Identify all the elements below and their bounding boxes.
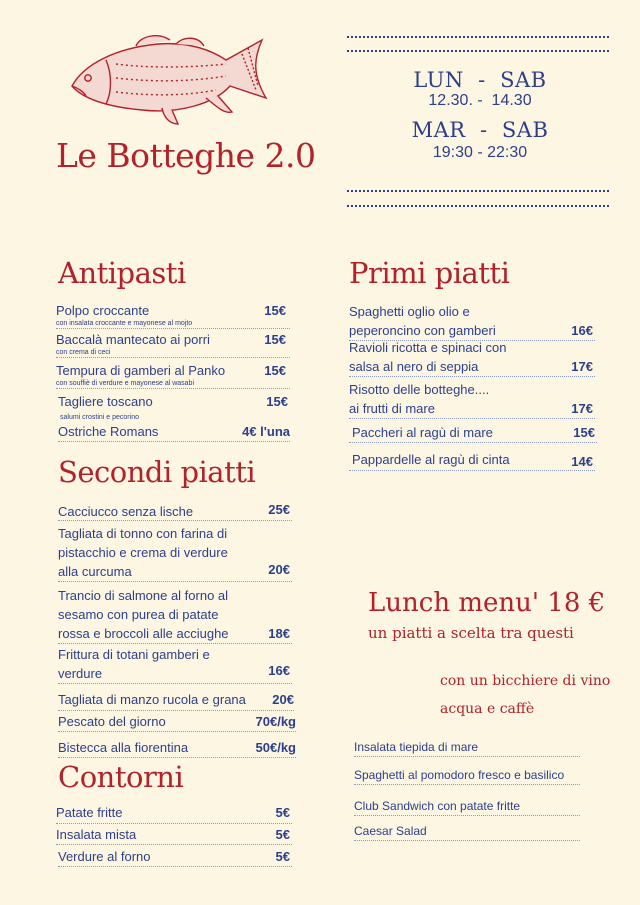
- section-title-contorni: Contorni: [58, 760, 184, 794]
- item-price: 20€: [272, 692, 294, 707]
- lunch-item: Insalata tiepida di mare: [354, 739, 580, 757]
- menu-item: [56, 360, 290, 389]
- item-name: Pescato del giorno: [58, 714, 166, 729]
- menu-item: [58, 737, 296, 758]
- item-name: Tempura di gamberi al Panko: [56, 363, 226, 378]
- menu-item: [58, 421, 290, 442]
- item-price: 15€: [573, 425, 595, 440]
- item-name: Insalata mista: [56, 827, 137, 842]
- item-name: Polpo croccante: [56, 303, 150, 318]
- item-note: con insalata croccante e mayonese al mojto: [56, 320, 193, 327]
- item-price: 70€/kg: [255, 714, 296, 729]
- item-name-line: rossa e broccoli alle acciughe: [58, 626, 229, 641]
- menu-item: [58, 500, 292, 521]
- restaurant-name: Le Botteghe 2.0: [56, 136, 316, 175]
- menu-item: [56, 803, 292, 824]
- item-name-line: salsa al nero di seppia: [349, 359, 479, 374]
- item-price: 5€: [275, 849, 290, 864]
- menu-item: [58, 711, 296, 732]
- item-price: 16€: [268, 663, 290, 678]
- item-name: Pappardelle al ragù di cinta: [352, 452, 510, 467]
- item-name: Patate fritte: [56, 805, 123, 820]
- lunch-extra: acqua e caffè: [440, 701, 535, 717]
- item-price: 16€: [571, 323, 593, 338]
- menu-item: [58, 690, 294, 711]
- item-price: 14€: [571, 454, 593, 469]
- item-price: 5€: [275, 827, 290, 842]
- item-name-line: ai frutti di mare: [349, 401, 435, 416]
- item-price: 15€: [264, 303, 286, 318]
- menu-item: [349, 302, 595, 341]
- item-name-line: verdure: [58, 666, 103, 681]
- menu-item: [58, 645, 292, 684]
- divider: [347, 190, 609, 192]
- hours-block: [380, 68, 580, 162]
- item-name: Paccheri al ragù di mare: [352, 425, 493, 440]
- divider: [347, 36, 609, 38]
- item-price: 50€/kg: [255, 740, 296, 755]
- menu-item: [349, 380, 595, 419]
- item-name-line: Spaghetti oglio olio e: [349, 304, 470, 319]
- menu-item: [58, 586, 292, 644]
- item-name: Ostriche Romans: [58, 424, 159, 439]
- item-name: Tagliata di manzo rucola e grana: [58, 692, 246, 707]
- lunch-item: Spaghetti al pomodoro fresco e basilico: [354, 767, 580, 785]
- lunch-title: Lunch menu' 18 €: [368, 588, 606, 618]
- menu-item: [56, 329, 290, 358]
- item-name: Cacciucco senza lische: [58, 504, 194, 519]
- item-name: Tagliere toscano: [58, 394, 153, 409]
- item-name-line: peperoncino con gamberi: [349, 323, 496, 338]
- menu-item: [349, 450, 595, 471]
- item-note: salumi crostini e pecorino: [60, 414, 139, 421]
- section-title-antipasti: Antipasti: [58, 256, 186, 290]
- lunch-extra: con un bicchiere di vino: [440, 673, 611, 689]
- item-name-line: Tagliata di tonno con farina di: [58, 526, 228, 541]
- menu-item: [56, 824, 292, 845]
- item-name-line: pistacchio e crema di verdure: [58, 545, 228, 560]
- item-note: con crema di ceci: [56, 349, 111, 356]
- item-name-line: sesamo con purea di patate: [58, 607, 219, 622]
- lunch-subtitle: un piatti a scelta tra questi: [368, 624, 574, 642]
- item-price: 18€: [268, 626, 290, 641]
- item-price: 17€: [571, 401, 593, 416]
- hours-days-2: MAR - SAB: [411, 118, 549, 142]
- item-name: Verdure al forno: [58, 849, 151, 864]
- item-name: Baccalà mantecato ai porri: [56, 332, 210, 347]
- item-name-line: Risotto delle botteghe....: [349, 382, 490, 397]
- lunch-item: Caesar Salad: [354, 823, 580, 841]
- menu-item: [349, 422, 597, 443]
- item-name-line: alla curcuma: [58, 564, 132, 579]
- hours-days-1: LUN - SAB: [413, 68, 547, 92]
- item-price: 15€: [264, 363, 286, 378]
- item-price: 20€: [268, 562, 290, 577]
- section-title-secondi: Secondi piatti: [58, 455, 256, 489]
- item-name: Bistecca alla fiorentina: [58, 740, 189, 755]
- menu-item: [58, 846, 292, 867]
- divider: [347, 205, 609, 207]
- item-note: con souffiè di verdure e mayonese al wasabi: [56, 380, 195, 387]
- item-price: 4€ l'una: [242, 424, 290, 439]
- item-price: 5€: [275, 805, 290, 820]
- item-price: 25€: [268, 502, 290, 517]
- divider: [347, 50, 609, 52]
- lunch-item: Club Sandwich con patate fritte: [354, 798, 580, 816]
- item-name-line: Frittura di totani gamberi e: [58, 647, 210, 662]
- item-price: 15€: [266, 394, 288, 409]
- menu-item: [56, 300, 290, 329]
- fish-logo-icon: [66, 34, 276, 126]
- section-title-primi: Primi piatti: [349, 256, 510, 290]
- item-name-line: Trancio di salmone al forno al: [58, 588, 229, 603]
- menu-item: [349, 338, 595, 377]
- menu-item: [58, 524, 292, 582]
- menu-item: [58, 392, 290, 412]
- item-name-line: Ravioli ricotta e spinaci con: [349, 340, 507, 355]
- item-price: 15€: [264, 332, 286, 347]
- hours-time-1: 12.30. - 14.30: [428, 92, 532, 109]
- hours-time-2: 19:30 - 22:30: [432, 144, 528, 161]
- item-price: 17€: [571, 359, 593, 374]
